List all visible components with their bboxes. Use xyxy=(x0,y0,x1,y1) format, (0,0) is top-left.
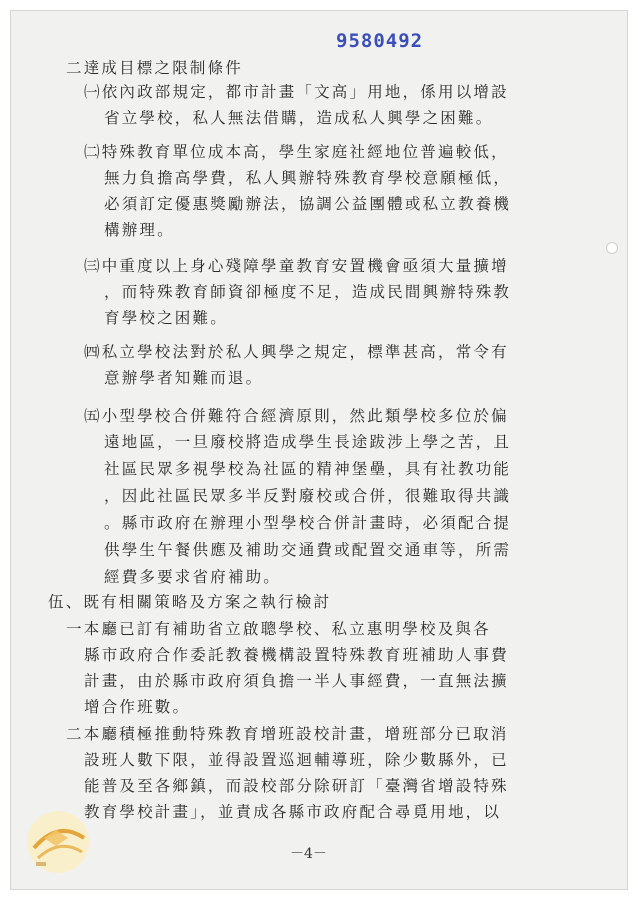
text-line: 計畫，由於縣市政府須負擔一半人事經費，一直無法擴 xyxy=(84,672,509,690)
text-line: 縣市政府合作委託教養機構設置特殊教育班補助人事費 xyxy=(84,646,509,664)
text-line: 。縣市政府在辦理小型學校合併計畫時，必須配合提 xyxy=(104,514,512,532)
text-line: ，因此社區民眾多半反對廢校或合併，很難取得共識 xyxy=(104,487,512,505)
text-line: 二達成目標之限制條件 xyxy=(66,59,244,77)
text-line: 無力負擔高學費，私人興辦特殊教育學校意願極低， xyxy=(104,169,512,187)
text-line: ㈢中重度以上身心殘障學童教育安置機會亟須大量擴增 xyxy=(84,257,509,275)
text-line: 省立學校，私人無法借購，造成私人興學之困難。 xyxy=(104,109,494,127)
text-line: ㈣私立學校法對於私人興學之規定，標準甚高，常令有 xyxy=(84,343,509,361)
text-line: 設班人數下限，並得設置巡迴輔導班，除少數縣外，已 xyxy=(84,751,509,769)
text-line: 社區民眾多視學校為社區的精神堡壘，具有社教功能 xyxy=(104,460,512,478)
text-line: 經費多要求省府補助。 xyxy=(104,568,282,586)
page-number: －4－ xyxy=(290,846,327,862)
punch-hole xyxy=(606,242,618,254)
text-line: 遠地區，一旦廢校將造成學生長途跋涉上學之苦，且 xyxy=(104,433,512,451)
text-line: ㈠依內政部規定，都市計畫「文高」用地，係用以增設 xyxy=(84,83,509,101)
archive-logo-icon xyxy=(22,808,96,876)
text-line: 二本廳積極推動特殊教育增班設校計畫，增班部分已取消 xyxy=(66,725,509,743)
stamp-number: 9580492 xyxy=(336,30,424,52)
text-line: 能普及至各鄉鎮，而設校部分除研訂「臺灣省增設特殊 xyxy=(84,777,509,795)
text-line: 一本廳已訂有補助省立啟聰學校、私立惠明學校及與各 xyxy=(66,620,491,638)
text-line: ，而特殊教育師資卻極度不足，造成民間興辦特殊教 xyxy=(104,283,512,301)
text-line: 構辦理。 xyxy=(104,221,175,239)
text-line: 必須訂定優惠獎勵辦法，協調公益團體或私立教養機 xyxy=(104,195,512,213)
section-heading: 伍、既有相關策略及方案之執行檢討 xyxy=(48,593,332,611)
text-line: 增合作班數。 xyxy=(84,698,191,716)
text-line: 供學生午餐供應及補助交通費或配置交通車等，所需 xyxy=(104,541,512,559)
text-line: 意辦學者知難而退。 xyxy=(104,369,264,387)
text-line: 教育學校計畫」，並責成各縣市政府配合尋覓用地，以 xyxy=(84,803,502,821)
text-line: 育學校之困難。 xyxy=(104,309,228,327)
text-line: ㈡特殊教育單位成本高，學生家庭社經地位普遍較低， xyxy=(84,143,509,161)
text-line: ㈤小型學校合併難符合經濟原則，然此類學校多位於偏 xyxy=(84,407,509,425)
